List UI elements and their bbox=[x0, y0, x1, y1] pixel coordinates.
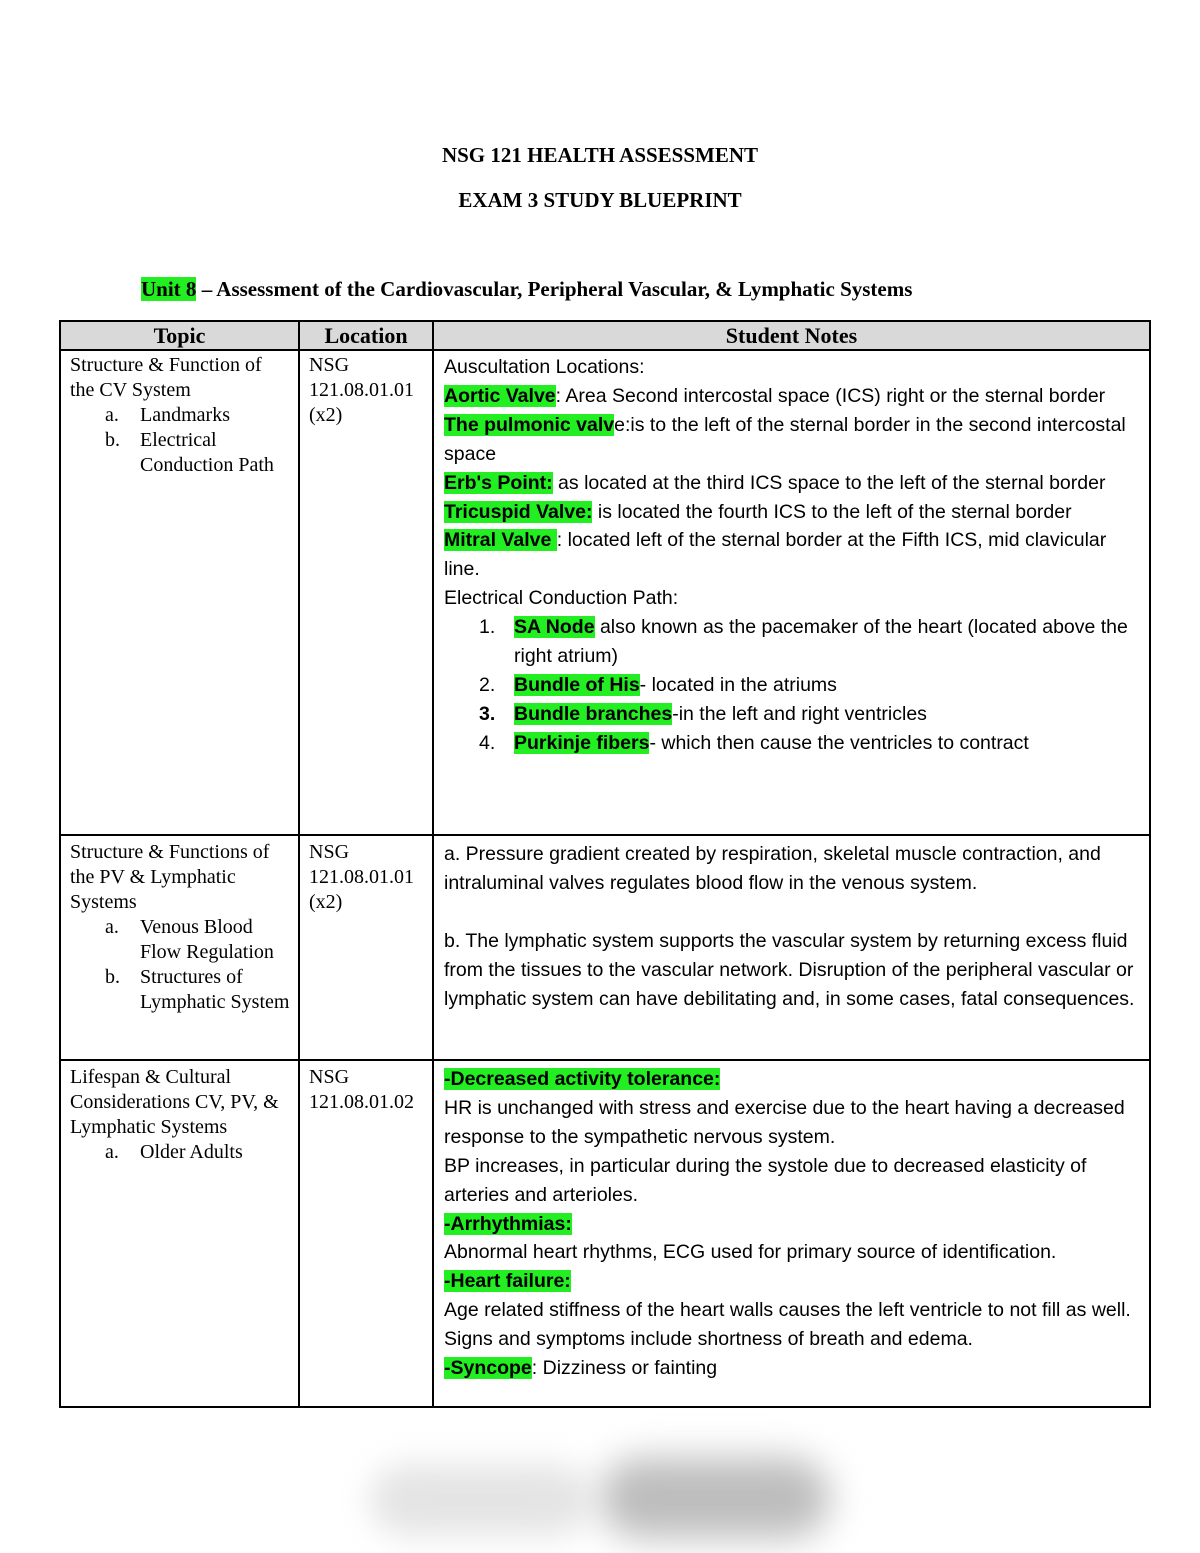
document-title: NSG 121 HEALTH ASSESSMENT bbox=[441, 143, 759, 167]
list-item: 2. Bundle of His- located in the atriums bbox=[479, 673, 837, 696]
notes-heading: -Syncope bbox=[444, 1357, 532, 1380]
table-row bbox=[60, 350, 1150, 835]
location-cell: NSG 121.08.01.01 (x2) bbox=[299, 835, 433, 1060]
list-item: -Syncope: Dizziness or fainting bbox=[444, 1357, 718, 1380]
list-item: 3. Bundle branches-in the left and right ventricles bbox=[479, 702, 927, 725]
notes-paragraph-a: a. Pressure gradient created by respiration, skeletal muscle contraction, and intraluminal valves regulates blood flow in the venous system. bbox=[444, 843, 1101, 894]
blurred-footer-region bbox=[370, 1465, 590, 1535]
conduction-list bbox=[444, 613, 1141, 758]
notes-intro: Auscultation Locations: bbox=[444, 356, 645, 378]
topic-title: Structure & Function of the CV System bbox=[70, 354, 262, 401]
conduction-heading: Electrical Conduction Path: bbox=[444, 587, 679, 610]
list-item: b. Structures of Lymphatic System bbox=[105, 966, 290, 1013]
list-item: The pulmonic valve:is to the left of the sternal border in the second intercostal space bbox=[444, 413, 1126, 465]
document-subtitle: EXAM 3 STUDY BLUEPRINT bbox=[458, 188, 742, 212]
list-item: a. Older Adults bbox=[105, 1141, 243, 1163]
unit-heading bbox=[141, 277, 912, 302]
notes-heading: -Decreased activity tolerance: bbox=[444, 1068, 721, 1090]
table-header-row bbox=[60, 321, 1150, 350]
topic-subitems bbox=[70, 403, 290, 478]
notes-cell bbox=[433, 350, 1150, 835]
notes-paragraph: Age related stiffness of the heart walls causes the left ventricle to not fill as well. bbox=[444, 1299, 1131, 1322]
notes-heading: -Heart failure: bbox=[444, 1270, 571, 1293]
list-item: Mitral Valve : located left of the sternal border at the Fifth ICS, mid clavicular line. bbox=[444, 529, 1107, 581]
topic-title: Structure & Functions of the PV & Lymphatic Systems bbox=[70, 841, 270, 913]
notes-paragraph: HR is unchanged with stress and exercise due to the heart having a decreased response to the sympathetic nervous system. bbox=[444, 1096, 1125, 1148]
notes-paragraph: Signs and symptoms include shortness of breath and edema. bbox=[444, 1328, 973, 1351]
location-cell: NSG 121.08.01.02 bbox=[299, 1060, 433, 1407]
table-row bbox=[60, 1060, 1150, 1407]
table-row bbox=[60, 835, 1150, 1060]
blurred-footer-region bbox=[600, 1458, 830, 1538]
header-topic: Topic bbox=[60, 321, 299, 350]
unit-label: Unit 8 bbox=[141, 277, 197, 301]
location-cell: NSG 121.08.01.01 (x2) bbox=[299, 350, 433, 835]
notes-paragraph-b: b. The lymphatic system supports the vascular system by returning excess fluid from the tissues to the vascular network. Disruption of the peripheral vascular or lymphatic system can have debilitating and, in some cases, fatal consequences. bbox=[444, 929, 1135, 1010]
notes-paragraph: BP increases, in particular during the systole due to decreased elasticity of arteries and arterioles. bbox=[444, 1154, 1087, 1206]
list-item: b. Electrical Conduction Path bbox=[105, 429, 274, 476]
list-item: Erb's Point: as located at the third ICS space to the left of the sternal border bbox=[444, 471, 1106, 494]
notes-cell bbox=[433, 835, 1150, 1060]
list-item: 4. Purkinje fibers- which then cause the ventricles to contract bbox=[479, 731, 1029, 754]
topic-cell bbox=[60, 1060, 299, 1407]
notes-cell bbox=[433, 1060, 1150, 1407]
topic-cell bbox=[60, 350, 299, 835]
topic-title: Lifespan & Cultural Considerations CV, PV, & Lymphatic Systems bbox=[70, 1066, 279, 1138]
study-blueprint-table bbox=[59, 320, 1151, 1408]
list-item: Aortic Valve: Area Second intercostal space (ICS) right or the sternal border bbox=[444, 384, 1106, 407]
header-location: Location bbox=[299, 321, 433, 350]
unit-title: – Assessment of the Cardiovascular, Peripheral Vascular, & Lymphatic Systems bbox=[196, 277, 913, 301]
topic-subitems bbox=[70, 915, 290, 1015]
list-item: a. Venous Blood Flow Regulation bbox=[105, 916, 274, 963]
list-item: a. Landmarks bbox=[105, 404, 230, 426]
notes-paragraph: Abnormal heart rhythms, ECG used for primary source of identification. bbox=[444, 1241, 1057, 1264]
topic-subitems bbox=[70, 1140, 290, 1165]
list-item: 1. SA Node also known as the pacemaker of the heart (located above the right atrium) bbox=[479, 616, 1128, 668]
notes-heading: -Arrhythmias: bbox=[444, 1212, 572, 1235]
list-item: Tricuspid Valve: is located the fourth ICS to the left of the sternal border bbox=[444, 500, 1072, 523]
topic-cell bbox=[60, 835, 299, 1060]
header-student-notes: Student Notes bbox=[433, 321, 1150, 350]
